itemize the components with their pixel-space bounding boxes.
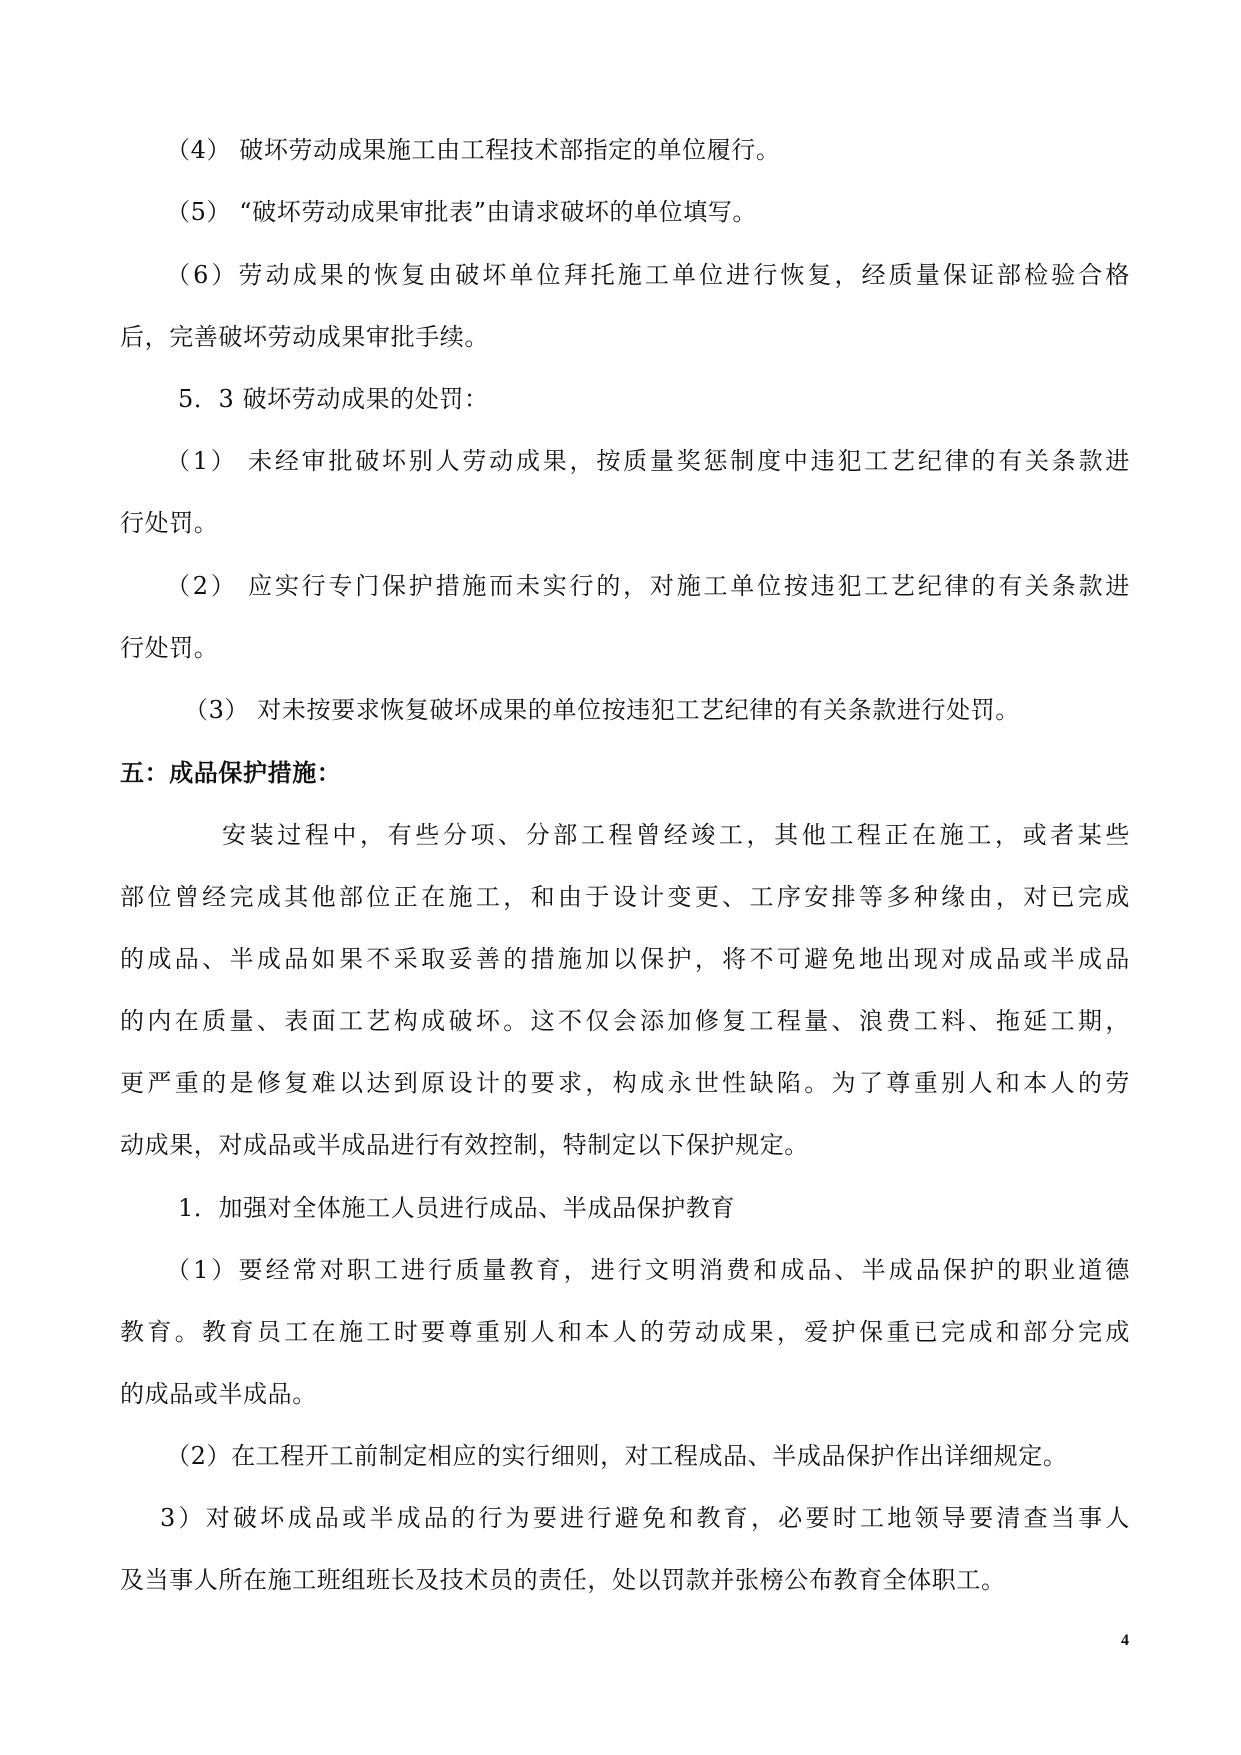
paragraph-line-2-cont: 行处罚。: [120, 634, 219, 662]
paragraph-line-6-cont: 后，完善破坏劳动成果审批手续。: [120, 323, 489, 351]
paragraph-line-2-first: （2） 应实行专门保护措施而未实行的，对施工单位按违犯工艺纪律的有关条款进: [166, 572, 1130, 600]
item-1-line-1: （1）要经常对职工进行质量教育，进行文明消费和成品、半成品保护的职业道德: [166, 1256, 1130, 1284]
paragraph-line-1-first: （1） 未经审批破坏别人劳动成果，按质量奖惩制度中违犯工艺纪律的有关条款进: [166, 447, 1130, 475]
body-line-4: 的内在质量、表面工艺构成破坏。这不仅会添加修复工程量、浪费工料、拖延工期，: [120, 1007, 1130, 1035]
body-line-3: 的成品、半成品如果不采取妥善的措施加以保护，将不可避免地出现对成品或半成品: [120, 945, 1130, 973]
paragraph-line-3: （3） 对未按要求恢复破坏成果的单位按违犯工艺纪律的有关条款进行处罚。: [184, 696, 1020, 724]
body-line-5: 更严重的是修复难以达到原设计的要求，构成永世性缺陷。为了尊重别人和本人的劳: [120, 1069, 1130, 1097]
paragraph-line-1-cont: 行处罚。: [120, 509, 219, 537]
paragraph-line-6-first: （6）劳动成果的恢复由破坏单位拜托施工单位进行恢复，经质量保证部检验合格: [166, 261, 1130, 289]
paragraph-line-5: （5） “破坏劳动成果审批表”由请求破坏的单位填写。: [166, 198, 758, 226]
paragraph-line-4: （4） 破坏劳动成果施工由工程技术部指定的单位履行。: [166, 136, 781, 164]
body-line-1: 安装过程中，有些分项、分部工程曾经竣工，其他工程正在施工，或者某些: [222, 821, 1130, 849]
body-line-6: 动成果，对成品或半成品进行有效控制，特制定以下保护规定。: [120, 1131, 809, 1159]
section-heading-5: 五：成品保护措施：: [120, 758, 342, 787]
subsection-heading-1: 1．加强对全体施工人员进行成品、半成品保护教育: [178, 1194, 736, 1222]
item-3-line-1: 3）对破坏成品或半成品的行为要进行避免和教育，必要时工地领导要清查当事人: [160, 1504, 1130, 1532]
item-1-line-2: 教育。教育员工在施工时要尊重别人和本人的劳动成果，爱护保重已完成和部分完成: [120, 1318, 1130, 1346]
section-heading-5-3: 5．3 破坏劳动成果的处罚：: [178, 385, 489, 413]
item-3-line-2: 及当事人所在施工班组班长及技术员的责任，处以罚款并张榜公布教育全体职工。: [120, 1566, 1006, 1594]
page-number: 4: [1121, 1632, 1129, 1649]
item-2-line: （2）在工程开工前制定相应的实行细则，对工程成品、半成品保护作出详细规定。: [166, 1442, 1068, 1470]
item-1-line-3: 的成品或半成品。: [120, 1380, 317, 1408]
body-line-2: 部位曾经完成其他部位正在施工，和由于设计变更、工序安排等多种缘由，对已完成: [120, 883, 1130, 911]
